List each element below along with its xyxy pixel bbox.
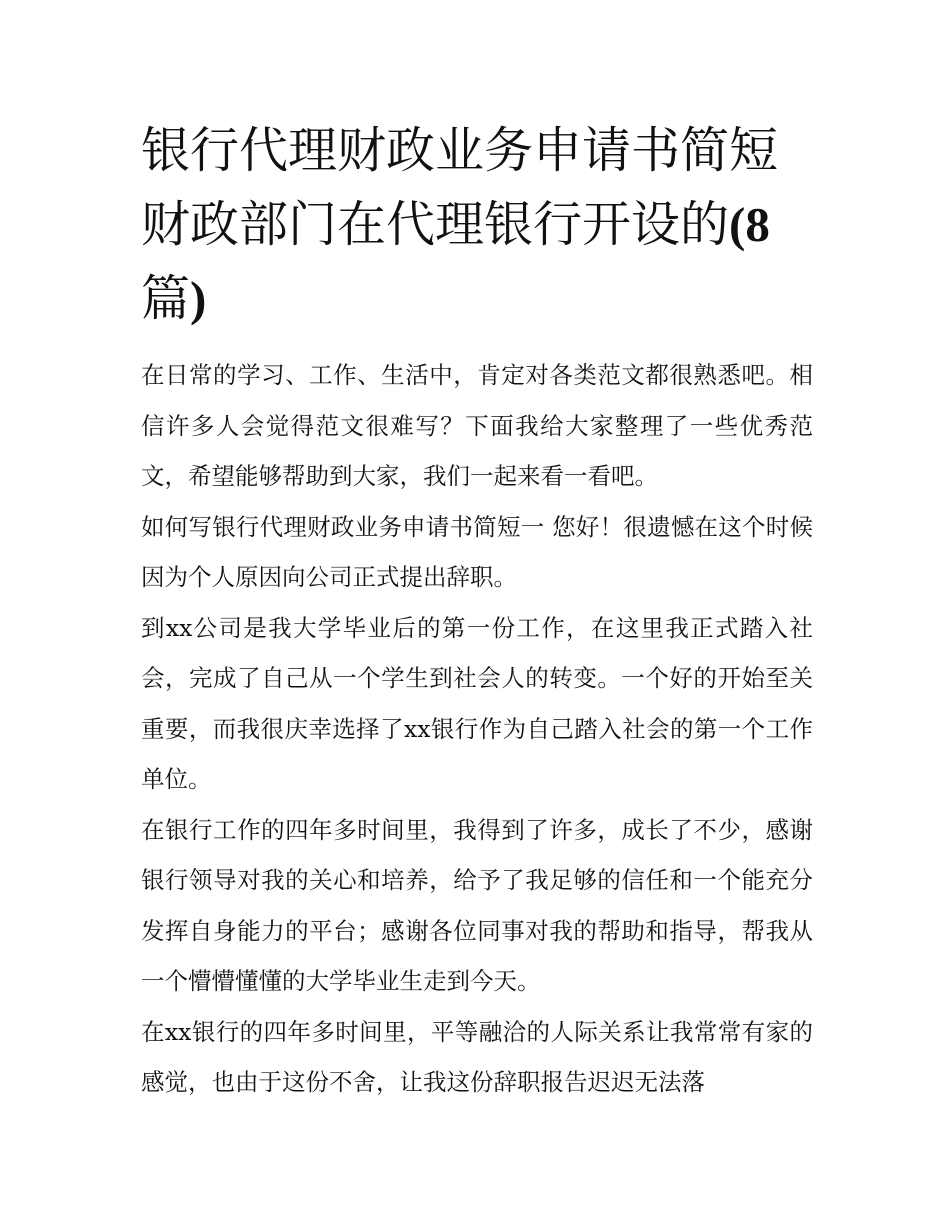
title-line-3: 篇 <box>141 270 191 327</box>
document-body <box>141 114 813 1108</box>
title-count-open: (8 <box>729 197 770 252</box>
document-title <box>141 114 813 336</box>
paragraph-gratitude: 在银行工作的四年多时间里，我得到了许多，成长了不少，感谢银行领导对我的关心和培养，给予了我足够的信任和一个能充分发挥自身能力的平台；感谢各位同事对我的帮助和指导，帮我从一个懵懵懂懂的大学毕业生走到今天。 <box>141 815 813 995</box>
paragraph-intro: 在日常的学习、工作、生活中，肯定对各类范文都很熟悉吧。相信许多人会觉得范文很难写？下面我给大家整理了一些优秀范文，希望能够帮助到大家，我们一起来看一看吧。 <box>141 361 813 490</box>
paragraph-relationships: 在xx银行的四年多时间里，平等融洽的人际关系让我常常有家的感觉，也由于这份不舍，让我这份辞职报告迟迟无法落 <box>141 1017 813 1096</box>
paragraph-first-job: 到xx公司是我大学毕业后的第一份工作，在这里我正式踏入社会，完成了自己从一个学生到社会人的转变。一个好的开始至关重要，而我很庆幸选择了xx银行作为自己踏入社会的第一个工作单位。 <box>141 613 813 793</box>
title-line-2: 财政部门在代理银行开设的 <box>141 196 730 253</box>
title-line-1: 银行代理财政业务申请书简短 <box>141 122 779 179</box>
paragraph-opening: 如何写银行代理财政业务申请书简短一 您好！很遗憾在这个时候因为个人原因向公司正式提出辞职。 <box>141 512 813 591</box>
title-count-close: ) <box>190 271 207 326</box>
